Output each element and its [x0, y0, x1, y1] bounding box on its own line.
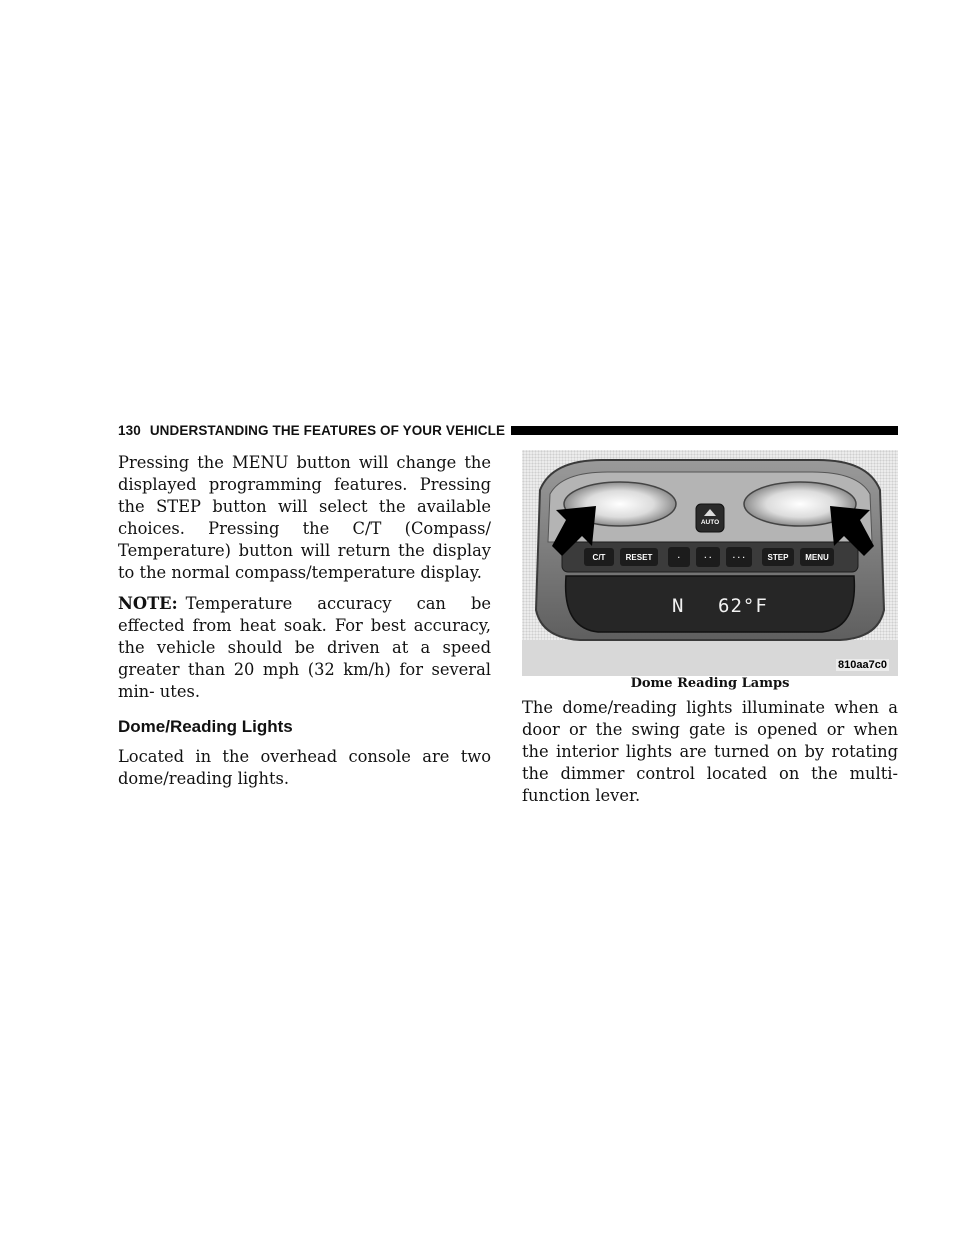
preset-3-label: · · · — [732, 553, 746, 562]
preset-2-label: · · — [704, 553, 712, 562]
auto-button — [696, 504, 724, 532]
page-number: 130 — [118, 422, 141, 438]
ct-button-label: C/T — [592, 553, 606, 562]
note-text: Temperature accuracy can be effected from heat soak. For best accuracy, the vehicle should be driven at a speed greater than 20 mph (32 km/h) for several min- utes. — [118, 594, 491, 701]
step-button-label: STEP — [767, 553, 789, 562]
menu-paragraph: Pressing the MENU button will change the displayed programming features. Pressing the STEP button will select the available choices. Pressing the C/T (Compass/ Temperature) button will return the display to the normal compass/temperature display. — [118, 453, 491, 582]
display-temperature: 62°F — [718, 595, 768, 617]
preset-1-label: · — [677, 553, 681, 562]
menu-button-label: MENU — [805, 553, 829, 562]
left-column — [118, 452, 491, 799]
note-paragraph — [118, 593, 491, 703]
header-rule — [511, 426, 898, 435]
page-header — [118, 420, 898, 440]
dome-lamps-figure — [522, 450, 898, 676]
figure-code: 810aa7c0 — [838, 659, 887, 671]
reset-button-label: RESET — [625, 553, 653, 562]
compass-temp-display — [566, 576, 855, 632]
location-paragraph: Located in the overhead console are two dome/reading lights. — [118, 747, 491, 788]
right-column — [522, 697, 898, 807]
display-heading: N — [672, 595, 685, 617]
illumination-paragraph: The dome/reading lights illuminate when a door or the swing gate is opened or when the interior lights are turned on by rotating the dimmer control located on the multi-function lever. — [522, 698, 898, 805]
note-label: NOTE: — [118, 594, 178, 613]
auto-label: AUTO — [700, 519, 720, 526]
figure-caption: Dome Reading Lamps — [630, 676, 790, 691]
section-title: UNDERSTANDING THE FEATURES OF YOUR VEHICLE — [149, 422, 506, 438]
overhead-console-illustration — [522, 450, 898, 676]
section-heading: Dome/Reading Lights — [118, 717, 293, 736]
